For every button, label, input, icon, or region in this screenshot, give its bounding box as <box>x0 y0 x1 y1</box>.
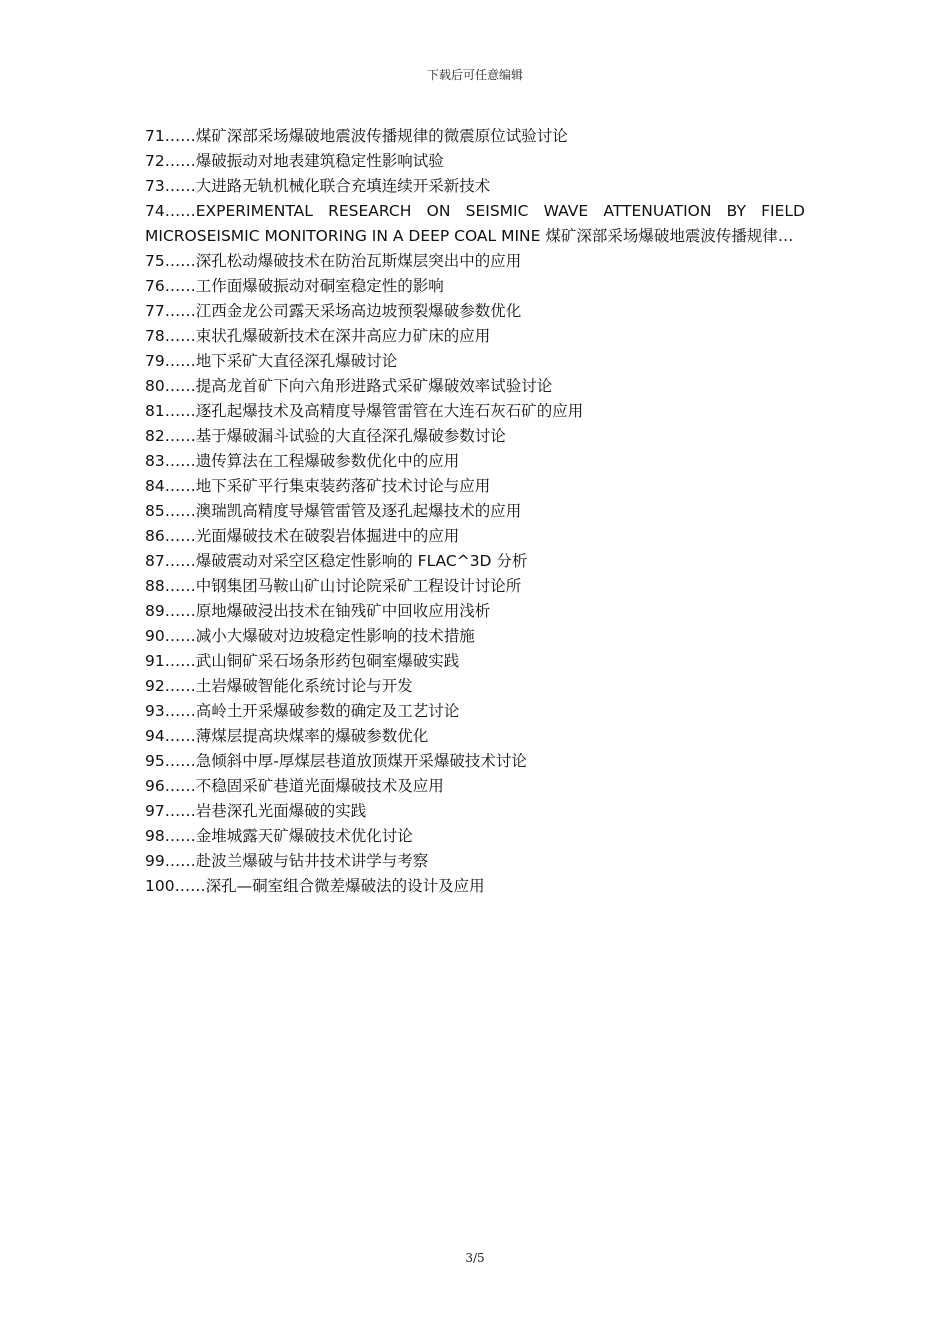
reference-list <box>145 124 805 899</box>
list-item: 75……深孔松动爆破技术在防治瓦斯煤层突出中的应用 <box>145 252 522 270</box>
list-item: 90……减小大爆破对边坡稳定性影响的技术措施 <box>145 627 475 645</box>
list-item: 80……提高龙首矿下向六角形进路式采矿爆破效率试验讨论 <box>145 377 553 395</box>
list-item: 95……急倾斜中厚-厚煤层巷道放顶煤开采爆破技术讨论 <box>145 752 527 770</box>
list-item: 71……煤矿深部采场爆破地震波传播规律的微震原位试验讨论 <box>145 127 568 145</box>
list-item: 79……地下采矿大直径深孔爆破讨论 <box>145 352 398 370</box>
list-item: 81……逐孔起爆技术及高精度导爆管雷管在大连石灰石矿的应用 <box>145 402 584 420</box>
list-item: 77……江西金龙公司露天采场高边坡预裂爆破参数优化 <box>145 302 522 320</box>
list-item: 94……薄煤层提高块煤率的爆破参数优化 <box>145 727 429 745</box>
list-item: 96……不稳固采矿巷道光面爆破技术及应用 <box>145 777 444 795</box>
list-item: 92……土岩爆破智能化系统讨论与开发 <box>145 677 413 695</box>
list-item: 82……基于爆破漏斗试验的大直径深孔爆破参数讨论 <box>145 427 506 445</box>
list-item: 74……EXPERIMENTAL RESEARCH ON SEISMIC WAVE ATTENUATION BY FIELD MICROSEISMIC MONITORING IN A DEEP COAL MINE 煤矿深部采场爆破地震波传播规律… <box>145 202 805 245</box>
list-item: 73……大进路无轨机械化联合充填连续开采新技术 <box>145 177 491 195</box>
list-item: 93……高岭土开采爆破参数的确定及工艺讨论 <box>145 702 460 720</box>
list-item: 72……爆破振动对地表建筑稳定性影响试验 <box>145 152 444 170</box>
page-header: 下载后可任意编辑 <box>426 68 523 82</box>
list-item: 99……赴波兰爆破与钻井技术讲学与考察 <box>145 852 429 870</box>
list-item: 85……澳瑞凯高精度导爆管雷管及逐孔起爆技术的应用 <box>145 502 522 520</box>
list-item: 97……岩巷深孔光面爆破的实践 <box>145 802 367 820</box>
list-item: 88……中钢集团马鞍山矿山讨论院采矿工程设计讨论所 <box>145 577 522 595</box>
list-item: 89……原地爆破浸出技术在铀残矿中回收应用浅析 <box>145 602 491 620</box>
list-item: 76……工作面爆破振动对硐室稳定性的影响 <box>145 277 444 295</box>
list-item: 78……束状孔爆破新技术在深井高应力矿床的应用 <box>145 327 491 345</box>
list-item: 91……武山铜矿采石场条形药包硐室爆破实践 <box>145 652 460 670</box>
list-item: 87……爆破震动对采空区稳定性影响的 FLAC^3D 分析 <box>145 552 528 570</box>
list-item: 98……金堆城露天矿爆破技术优化讨论 <box>145 827 413 845</box>
page-number: 3/5 <box>465 1251 485 1265</box>
list-item: 86……光面爆破技术在破裂岩体掘进中的应用 <box>145 527 460 545</box>
list-item: 100……深孔—硐室组合微差爆破法的设计及应用 <box>145 877 485 895</box>
list-item: 83……遗传算法在工程爆破参数优化中的应用 <box>145 452 460 470</box>
list-item: 84……地下采矿平行集束装药落矿技术讨论与应用 <box>145 477 491 495</box>
